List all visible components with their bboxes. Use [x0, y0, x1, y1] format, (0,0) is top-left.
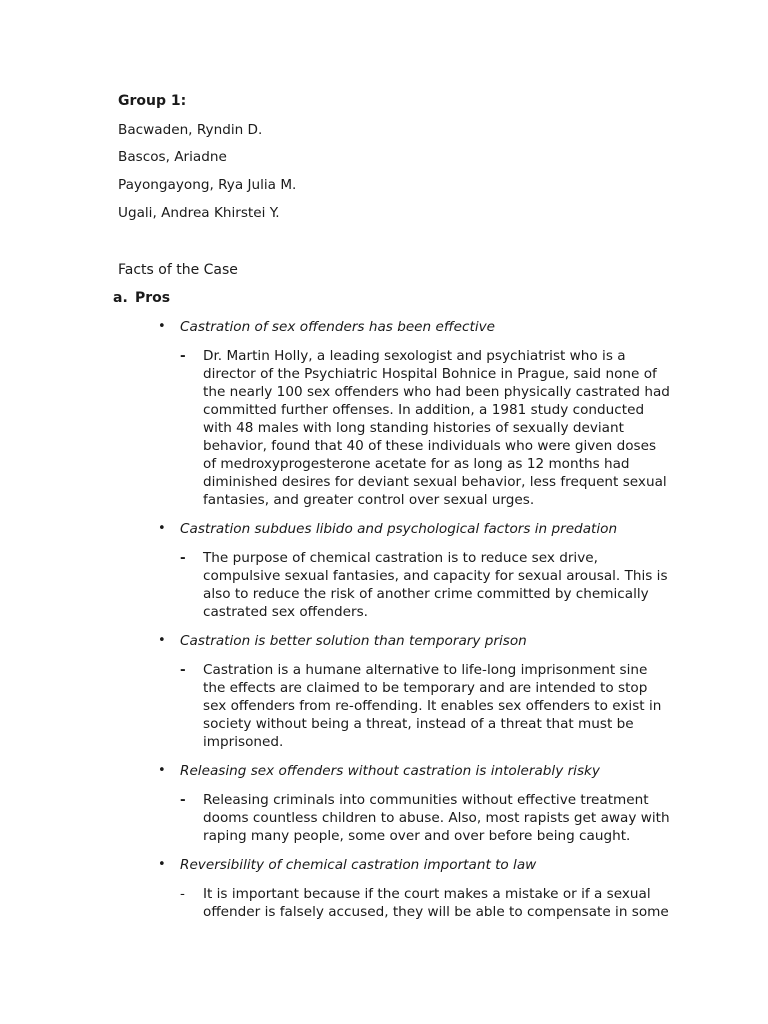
point-detail — [180, 347, 693, 509]
point-detail — [180, 549, 693, 621]
dash-marker: - — [180, 662, 186, 678]
point-item — [0, 762, 768, 845]
dash-marker: - — [180, 348, 186, 364]
point-heading-line — [0, 520, 768, 538]
point-item — [0, 318, 768, 509]
point-item — [0, 632, 768, 751]
point-item — [0, 520, 768, 621]
detail-line: compulsive sexual fantasies, and capacity for sexual arousal. This is — [203, 568, 668, 584]
point-heading: Castration of sex offenders has been effective — [180, 319, 496, 335]
detail-line: Castration is a humane alternative to life-long imprisonment sine — [203, 662, 648, 678]
detail-line: The purpose of chemical castration is to reduce sex drive, — [203, 550, 598, 566]
points-list — [0, 318, 768, 921]
detail-line: behavior, found that 40 of these individuals who were given doses — [203, 438, 657, 454]
detail-line: imprisoned. — [203, 734, 284, 750]
subsection-title: Pros — [135, 290, 171, 306]
detail-line: sex offenders from re-offending. It enables sex offenders to exist in — [203, 698, 662, 714]
bullet-icon: • — [158, 633, 166, 648]
detail-line: It is important because if the court makes a mistake or if a sexual — [203, 886, 651, 902]
point-heading-line — [0, 762, 768, 780]
point-heading: Reversibility of chemical castration important to law — [180, 857, 537, 873]
detail-line: of medroxyprogesterone acetate for as long as 12 months had — [203, 456, 630, 472]
bullet-icon: • — [158, 521, 166, 536]
point-detail — [180, 661, 693, 751]
detail-line: the nearly 100 sex offenders who had been physically castrated had — [203, 384, 670, 400]
detail-line: castrated sex offenders. — [203, 604, 368, 620]
detail-line: with 48 males with long standing histories of sexually deviant — [203, 420, 624, 436]
point-item — [0, 856, 768, 921]
group-title: Group 1: — [118, 93, 187, 109]
detail-line: also to reduce the risk of another crime committed by chemically — [203, 586, 649, 602]
detail-line: director of the Psychiatric Hospital Bohnice in Prague, said none of — [203, 366, 657, 382]
point-heading-line — [0, 632, 768, 650]
point-heading: Castration subdues libido and psychological factors in predation — [180, 521, 618, 537]
group-member: Bacwaden, Ryndin D. — [118, 122, 263, 138]
point-detail — [180, 885, 693, 921]
group-member: Ugali, Andrea Khirstei Y. — [118, 205, 280, 221]
subsection-marker: a. — [113, 290, 128, 306]
detail-line: Dr. Martin Holly, a leading sexologist and psychiatrist who is a — [203, 348, 626, 364]
detail-line: diminished desires for deviant sexual behavior, less frequent sexual — [203, 474, 667, 490]
group-member: Payongayong, Rya Julia M. — [118, 177, 297, 193]
point-detail — [180, 791, 693, 845]
detail-line: offender is falsely accused, they will be able to compensate in some — [203, 904, 669, 920]
subsection-heading — [113, 289, 170, 307]
point-heading-line — [0, 856, 768, 874]
detail-line: Releasing criminals into communities without effective treatment — [203, 792, 649, 808]
detail-line: dooms countless children to abuse. Also, most rapists get away with — [203, 810, 670, 826]
bullet-icon: • — [158, 857, 166, 872]
dash-marker: - — [180, 550, 186, 566]
section-title: Facts of the Case — [118, 262, 238, 278]
group-member: Bascos, Ariadne — [118, 149, 227, 165]
point-heading: Releasing sex offenders without castration is intolerably risky — [180, 763, 600, 779]
detail-line: committed further offenses. In addition, a 1981 study conducted — [203, 402, 645, 418]
dash-marker: - — [180, 886, 185, 902]
detail-line: the effects are claimed to be temporary and are intended to stop — [203, 680, 648, 696]
detail-line: fantasies, and greater control over sexual urges. — [203, 492, 535, 508]
bullet-icon: • — [158, 763, 166, 778]
point-heading: Castration is better solution than temporary prison — [180, 633, 527, 649]
point-heading-line — [0, 318, 768, 336]
detail-line: raping many people, some over and over before being caught. — [203, 828, 631, 844]
bullet-icon: • — [158, 319, 166, 334]
detail-line: society without being a threat, instead of a threat that must be — [203, 716, 634, 732]
dash-marker: - — [180, 792, 186, 808]
